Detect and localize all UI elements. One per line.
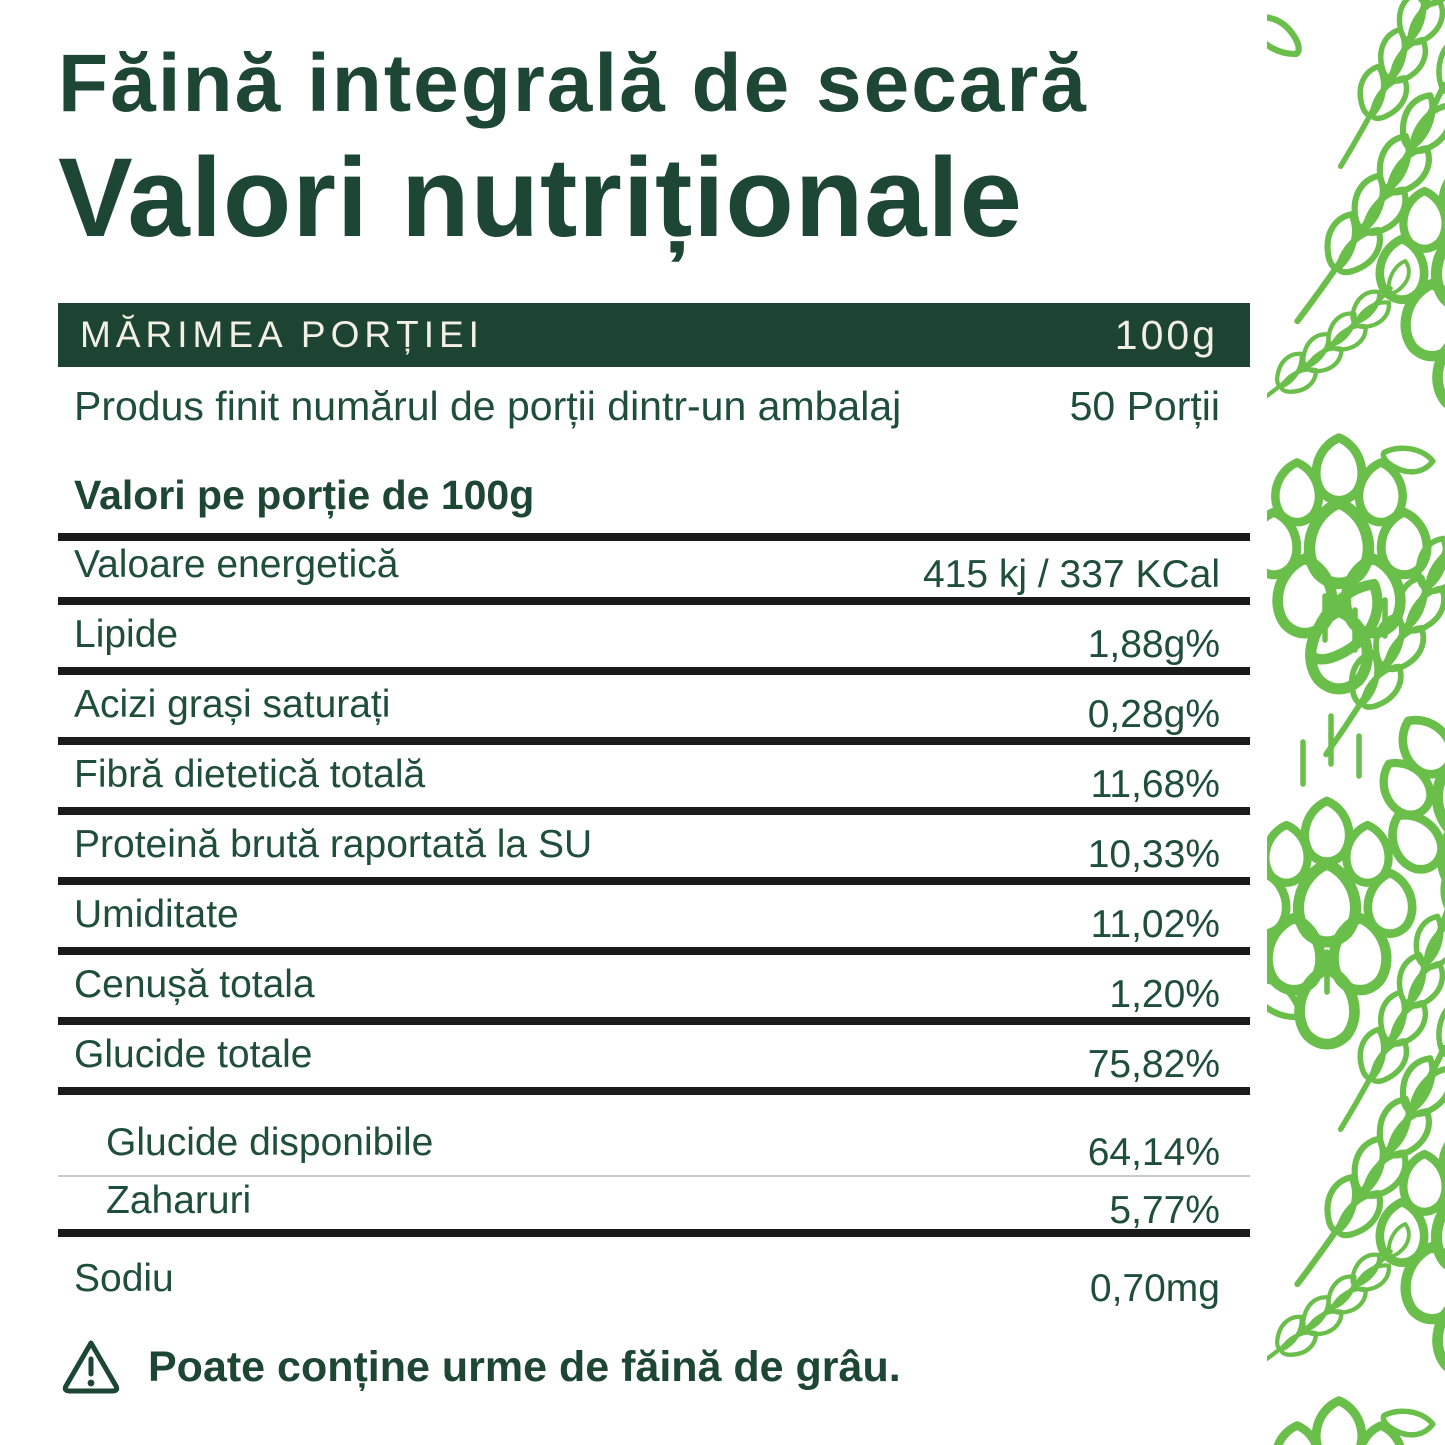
nutrition-value: 1,88g% <box>1087 623 1220 667</box>
nutrition-label: Proteină brută raportată la SU <box>74 823 593 867</box>
nutrition-table <box>58 533 1250 1311</box>
nutrition-value: 0,70mg <box>1089 1267 1220 1311</box>
warning-triangle-icon <box>60 1337 122 1397</box>
nutrition-label: Acizi grași saturați <box>74 683 391 727</box>
nutrition-row <box>58 815 1250 885</box>
nutrition-row <box>58 605 1250 675</box>
warning-text: Poate conține urme de făină de grâu. <box>148 1342 901 1391</box>
nutrition-label: Zaharuri <box>106 1179 252 1223</box>
nutrition-value: 11,68% <box>1090 763 1220 807</box>
nutrition-row <box>58 955 1250 1025</box>
nutrition-row <box>58 541 1250 605</box>
nutrition-value: 10,33% <box>1087 833 1220 877</box>
product-name-title: Făină integrală de secară <box>58 38 1088 129</box>
nutrition-row <box>58 885 1250 955</box>
nutrition-row <box>58 1095 1250 1177</box>
nutrition-label: Cenușă totala <box>74 963 315 1007</box>
nutrition-value: 0,28g% <box>1087 693 1220 737</box>
nutrition-value: 5,77% <box>1109 1189 1220 1233</box>
botanical-decoration <box>1267 0 1445 1445</box>
serving-size-value: 100g <box>1114 311 1218 358</box>
nutrition-facts-title: Valori nutriționale <box>58 134 1023 260</box>
nutrition-label: Lipide <box>74 613 179 657</box>
nutrition-row <box>58 1237 1250 1311</box>
per-serving-heading: Valori pe porție de 100g <box>74 472 535 519</box>
nutrition-label: Fibră dietetică totală <box>74 753 426 797</box>
allergen-warning <box>58 1337 1250 1397</box>
nutrition-label: Valoare energetică <box>74 543 399 587</box>
nutrition-label <box>58 0 1250 1397</box>
nutrition-value: 415 kj / 337 KCal <box>922 553 1220 597</box>
nutrition-row <box>58 1025 1250 1095</box>
servings-per-package-row <box>58 383 1250 430</box>
nutrition-value: 64,14% <box>1087 1131 1220 1175</box>
serving-size-bar <box>58 303 1250 367</box>
nutrition-label: Glucide totale <box>74 1033 313 1077</box>
nutrition-label: Sodiu <box>74 1257 174 1301</box>
nutrition-value: 1,20% <box>1109 973 1220 1017</box>
nutrition-row <box>58 675 1250 745</box>
nutrition-label: Umiditate <box>74 893 239 937</box>
nutrition-value: 11,02% <box>1090 903 1220 947</box>
servings-per-package-label: Produs finit numărul de porții dintr-un ambalaj <box>74 383 902 430</box>
nutrition-value: 75,82% <box>1087 1043 1220 1087</box>
serving-size-label: MĂRIMEA PORȚIEI <box>80 314 484 356</box>
nutrition-row <box>58 745 1250 815</box>
nutrition-label: Glucide disponibile <box>106 1121 434 1165</box>
nutrition-row <box>58 1177 1250 1237</box>
servings-per-package-value: 50 Porții <box>1069 383 1220 430</box>
